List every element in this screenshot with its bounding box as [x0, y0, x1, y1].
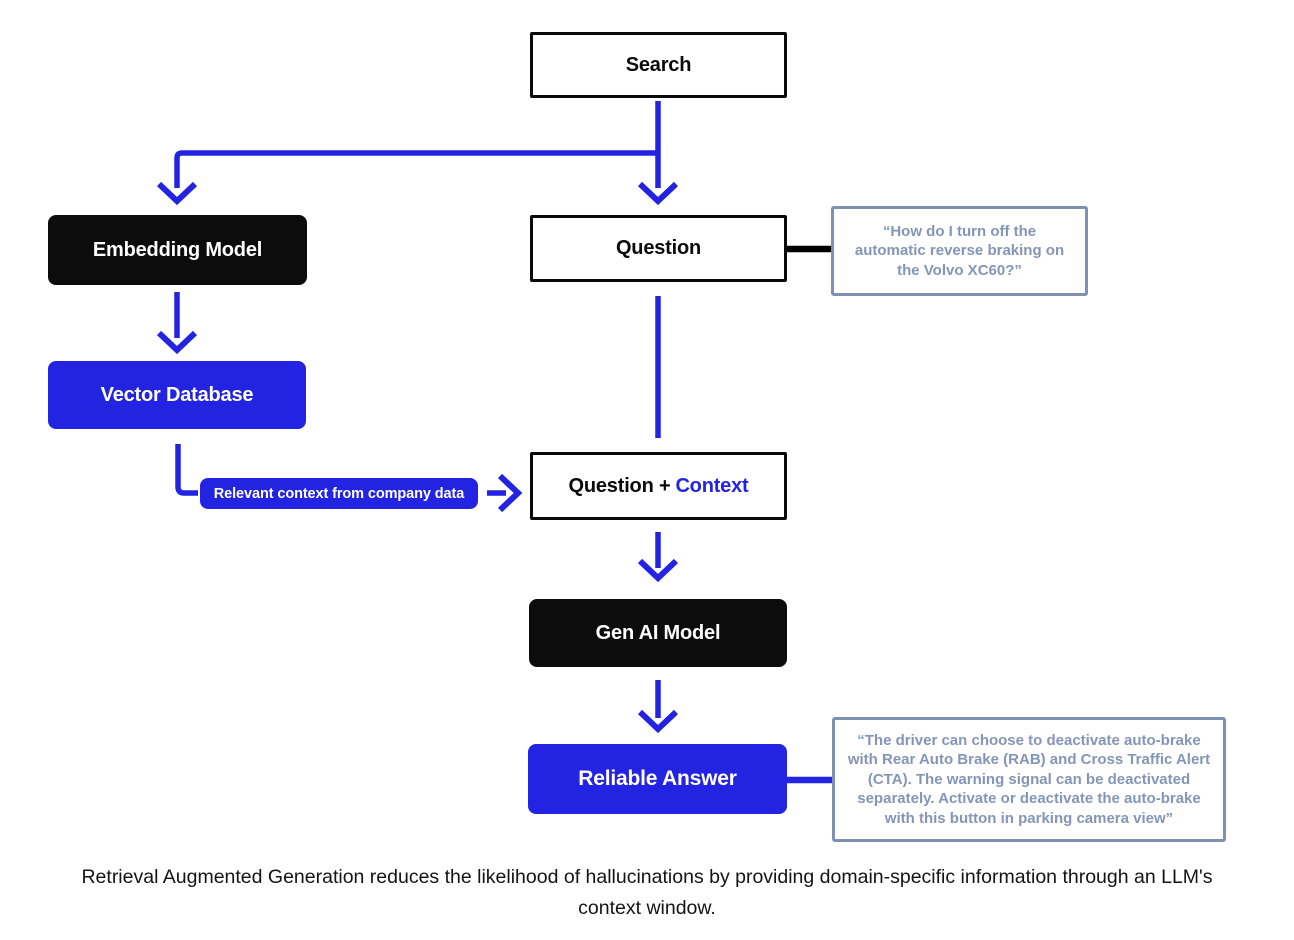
node-question-context-prefix: Question +: [568, 474, 671, 497]
arrow-line-search-embedding: [177, 153, 658, 188]
node-vector-database: [48, 361, 306, 429]
node-question: [530, 215, 787, 282]
node-question-label: Question: [615, 237, 702, 259]
node-reliable-answer-label: Reliable Answer: [578, 767, 737, 790]
diagram-caption: [0, 862, 1294, 924]
node-gen-ai-model-label: Gen AI Model: [595, 621, 721, 644]
answer-quote-callout: [832, 717, 1226, 842]
context-pill: [200, 478, 478, 509]
elbow-vector-pill: [178, 444, 198, 493]
node-embedding-model-label: Embedding Model: [92, 238, 263, 261]
node-search-label: Search: [625, 53, 692, 76]
node-gen-ai-model: [529, 599, 787, 667]
node-vector-database-label: Vector Database: [100, 383, 254, 406]
context-pill-label: Relevant context from company data: [213, 485, 465, 502]
answer-quote-text: “The driver can choose to deactivate auto-brake with Rear Auto Brake (RAB) and Cross Traffic Alert (CTA). The warning signal can be deactivated separately. Activate or deactivate the auto-brake with this button in parking camera view”: [847, 731, 1211, 827]
node-embedding-model: [48, 215, 307, 285]
question-quote-text: “How do I turn off the automatic reverse braking on the Volvo XC60?”: [854, 222, 1065, 279]
diagram-caption-text: Retrieval Augmented Generation reduces the likelihood of hallucinations by providing domain-specific information through an LLM's context window.: [81, 866, 1213, 919]
node-search: [530, 32, 787, 98]
node-reliable-answer: [528, 744, 787, 814]
question-quote-callout: [831, 206, 1088, 296]
node-question-context-highlight: Context: [675, 474, 749, 497]
node-question-context: [530, 452, 787, 520]
